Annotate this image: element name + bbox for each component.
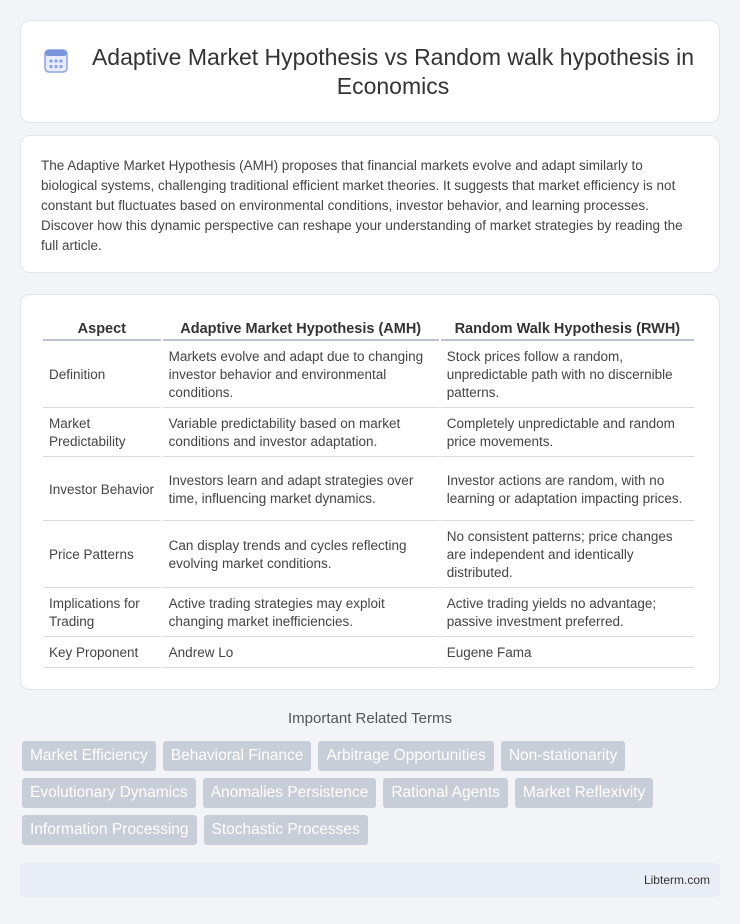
comparison-card	[20, 294, 720, 690]
title-wrap	[42, 43, 698, 101]
table-row	[43, 410, 694, 457]
header-aspect: Aspect	[43, 317, 161, 341]
tag-market-efficiency[interactable]: Market Efficiency	[22, 741, 156, 771]
cell-rwh: Investor actions are random, with no learning or adaptation impacting prices.	[441, 459, 694, 521]
cell-aspect: Price Patterns	[43, 523, 161, 588]
tag-information-processing[interactable]: Information Processing	[22, 815, 197, 845]
cell-rwh: Active trading yields no advantage; passive investment preferred.	[441, 590, 694, 637]
cell-amh: Markets evolve and adapt due to changing investor behavior and environmental conditions.	[163, 343, 439, 408]
table-header-row	[43, 317, 694, 341]
intro-card	[20, 135, 720, 273]
related-terms-heading: Important Related Terms	[288, 710, 452, 727]
cell-aspect: Key Proponent	[43, 639, 161, 668]
cell-rwh: Stock prices follow a random, unpredictable path with no discernible patterns.	[441, 343, 694, 408]
table-row	[43, 343, 694, 408]
tag-anomalies-persistence[interactable]: Anomalies Persistence	[203, 778, 377, 808]
page-title: Adaptive Market Hypothesis vs Random walk hypothesis in Economics	[91, 43, 695, 99]
tag-evolutionary-dynamics[interactable]: Evolutionary Dynamics	[22, 778, 196, 808]
footer-site-link[interactable]: Libterm.com	[643, 873, 710, 887]
cell-aspect: Implications for Trading	[43, 590, 161, 637]
tag-arbitrage-opportunities[interactable]: Arbitrage Opportunities	[318, 741, 493, 771]
comparison-table	[41, 315, 696, 670]
cell-amh: Investors learn and adapt strategies over time, influencing market dynamics.	[163, 459, 439, 521]
intro-paragraph: The Adaptive Market Hypothesis (AMH) proposes that financial markets evolve and adapt similarly to biological systems, challenging traditional efficient market theories. It suggests that market efficiency is not constant but fluctuates based on environmental conditions, investor behavior, and learning processes. Discover how this dynamic perspective can reshape your understanding of market strategies by reading the full article.	[41, 158, 683, 253]
cell-aspect: Market Predictability	[43, 410, 161, 457]
cell-amh: Can display trends and cycles reflecting evolving market conditions.	[163, 523, 439, 588]
cell-rwh: Completely unpredictable and random price movements.	[441, 410, 694, 457]
cell-amh: Andrew Lo	[163, 639, 439, 668]
cell-rwh: Eugene Fama	[441, 639, 694, 668]
title-card	[20, 20, 720, 123]
tag-rational-agents[interactable]: Rational Agents	[383, 778, 508, 808]
cell-rwh: No consistent patterns; price changes are independent and identically distributed.	[441, 523, 694, 588]
tag-market-reflexivity[interactable]: Market Reflexivity	[515, 778, 653, 808]
related-terms-list	[22, 741, 718, 852]
table-row	[43, 459, 694, 521]
tag-non-stationarity[interactable]: Non-stationarity	[501, 741, 626, 771]
cell-amh: Variable predictability based on market conditions and investor adaptation.	[163, 410, 439, 457]
calendar-grid-icon	[42, 47, 70, 75]
footer	[20, 863, 720, 897]
table-row	[43, 639, 694, 668]
tag-stochastic-processes[interactable]: Stochastic Processes	[204, 815, 368, 845]
table-row	[43, 523, 694, 588]
tag-behavioral-finance[interactable]: Behavioral Finance	[163, 741, 312, 771]
cell-amh: Active trading strategies may exploit changing market inefficiencies.	[163, 590, 439, 637]
cell-aspect: Investor Behavior	[43, 459, 161, 521]
table-row	[43, 590, 694, 637]
cell-aspect: Definition	[43, 343, 161, 408]
header-amh: Adaptive Market Hypothesis (AMH)	[163, 317, 439, 341]
header-rwh: Random Walk Hypothesis (RWH)	[441, 317, 694, 341]
